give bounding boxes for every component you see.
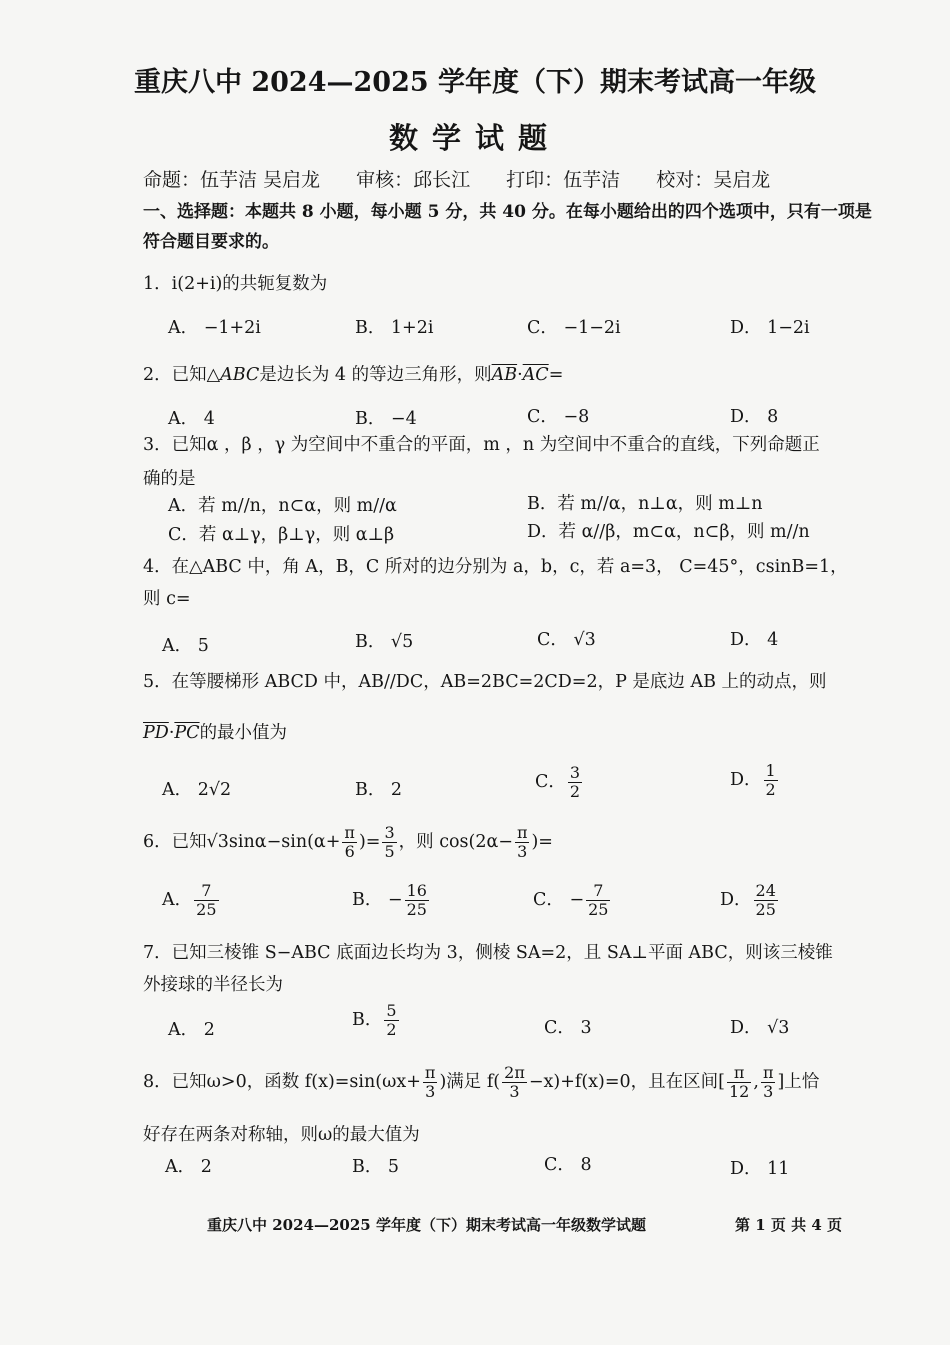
denominator: 12 bbox=[729, 1082, 750, 1101]
dot-operator: · bbox=[168, 723, 175, 743]
q4-option-a: A． 5 bbox=[162, 636, 209, 656]
numerator: π bbox=[344, 823, 355, 842]
question-6 bbox=[143, 824, 553, 861]
q7-option-a: A． 2 bbox=[168, 1020, 215, 1040]
q3-option-b: B．若 m//α，n⊥α，则 m⊥n bbox=[527, 494, 763, 514]
q3-option-d: D．若 α//β，m⊂α，n⊂β，则 m//n bbox=[527, 522, 810, 542]
question-8-line-1 bbox=[143, 1064, 819, 1101]
question-7-line-1: 7．已知三棱锥 S−ABC 底面边长均为 3，侧棱 SA=2，且 SA⊥平面 ABC，则该三棱锥 bbox=[143, 943, 833, 963]
question-expr: i(2+i) bbox=[171, 274, 223, 294]
fraction bbox=[764, 762, 778, 799]
q8-option-c: C． 8 bbox=[544, 1155, 592, 1175]
fraction bbox=[194, 882, 218, 919]
fraction bbox=[382, 824, 396, 861]
q4-option-c: C． √3 bbox=[537, 630, 596, 650]
option-label: C． bbox=[535, 772, 566, 792]
page-number: 第 1 页 共 4 页 bbox=[735, 1216, 842, 1234]
question-2 bbox=[143, 361, 563, 386]
q8-option-a: A． 2 bbox=[165, 1157, 212, 1177]
question-text: 已知ω>0，函数 f(x)=sin(ωx+ bbox=[171, 1072, 421, 1092]
question-text: 已知△ bbox=[171, 365, 221, 385]
question-8-line-2: 好存在两条对称轴，则ω的最大值为 bbox=[143, 1125, 420, 1145]
fraction bbox=[754, 882, 778, 919]
section-heading: 一、选择题：本题共 8 小题，每小题 5 分，共 40 分。在每小题给出的四个选项中，只有一项是符合题目要求的。 bbox=[143, 202, 872, 252]
question-text: ]上恰 bbox=[777, 1072, 820, 1092]
numerator: 1 bbox=[765, 761, 776, 780]
fraction bbox=[727, 1064, 751, 1101]
q5-option-c bbox=[535, 764, 584, 801]
fraction bbox=[384, 1002, 398, 1039]
credit-reviewer: 审核：邱长江 bbox=[356, 169, 471, 191]
numerator: π bbox=[516, 823, 528, 842]
q8-option-d: D． 11 bbox=[730, 1159, 790, 1179]
vector-pc: $\overline{PC}$ bbox=[174, 723, 200, 743]
q1-option-c: C． −1−2i bbox=[527, 318, 621, 338]
q2-option-d: D． 8 bbox=[730, 407, 779, 427]
denominator: 5 bbox=[384, 842, 395, 861]
comma: , bbox=[753, 1072, 759, 1092]
question-number: 8． bbox=[143, 1072, 172, 1092]
numerator: π bbox=[424, 1063, 436, 1082]
q2-option-c: C． −8 bbox=[527, 407, 590, 427]
numerator: π bbox=[727, 1064, 751, 1083]
denominator: 3 bbox=[509, 1082, 520, 1101]
exam-title: 重庆八中 2024—2025 学年度（下）期末考试高一年级 bbox=[133, 67, 817, 98]
question-4-line-1: 4．在△ABC 中，角 A，B，C 所对的边分别为 a，b，c，若 a=3， C=45°，csinB=1， bbox=[143, 557, 848, 577]
q3-option-a: A．若 m//n，n⊂α，则 m//α bbox=[168, 496, 397, 516]
denominator: 3 bbox=[517, 842, 528, 861]
numerator: 3 bbox=[569, 763, 581, 782]
q5-option-d bbox=[730, 762, 780, 799]
dot-operator: · bbox=[517, 365, 523, 385]
q6-option-a bbox=[162, 882, 221, 919]
numerator: 7 bbox=[586, 882, 610, 901]
equals-sign: = bbox=[548, 365, 564, 385]
question-number: 1． bbox=[143, 274, 172, 294]
triangle-label: ABC bbox=[220, 365, 260, 385]
exam-subtitle: 数学试题 bbox=[388, 121, 561, 155]
option-label: D． bbox=[730, 770, 762, 790]
fraction bbox=[761, 1064, 776, 1101]
q7-option-c: C． 3 bbox=[544, 1018, 592, 1038]
question-3-line-2: 确的是 bbox=[143, 469, 196, 489]
q6-option-b bbox=[352, 882, 431, 919]
vector-ab: $\overline{AB}$ bbox=[491, 365, 518, 385]
q5-option-b: B． 2 bbox=[355, 780, 403, 800]
q5-option-a: A． 2√2 bbox=[162, 780, 232, 800]
q6-option-d bbox=[720, 882, 780, 919]
numerator: 2π bbox=[504, 1063, 525, 1082]
q7-option-b bbox=[352, 1002, 401, 1039]
denominator: 2 bbox=[765, 780, 776, 799]
credit-author: 命题：伍芋洁 吴启龙 bbox=[143, 169, 321, 191]
q7-option-d: D． √3 bbox=[730, 1018, 790, 1038]
question-4-line-2: 则 c= bbox=[143, 589, 191, 609]
question-text: )满足 f( bbox=[439, 1072, 501, 1092]
fraction bbox=[515, 824, 530, 861]
question-number: 6． bbox=[143, 832, 172, 852]
option-label: B． − bbox=[352, 890, 403, 910]
denominator: 3 bbox=[425, 1082, 436, 1101]
q2-option-b: B． −4 bbox=[355, 409, 417, 429]
fraction bbox=[502, 1064, 527, 1101]
q4-option-b: B． √5 bbox=[355, 632, 414, 652]
question-text: )= bbox=[358, 832, 381, 852]
denominator: 25 bbox=[755, 900, 776, 919]
option-label: B． bbox=[352, 1010, 383, 1030]
q6-option-c bbox=[533, 882, 612, 919]
vector-pd: $\overline{PD}$ bbox=[143, 723, 169, 743]
option-label: A． bbox=[162, 890, 193, 910]
option-label: D． bbox=[720, 890, 752, 910]
q2-option-a: A． 4 bbox=[168, 409, 215, 429]
question-3-line-1: 3．已知α ，β ，γ 为空间中不重合的平面，m ，n 为空间中不重合的直线，下列命题正 bbox=[143, 435, 820, 455]
denominator: 2 bbox=[386, 1020, 397, 1039]
denominator: 3 bbox=[763, 1082, 774, 1101]
credit-proofreader: 校对：吴启龙 bbox=[656, 169, 771, 191]
numerator: 16 bbox=[406, 881, 427, 900]
denominator: 2 bbox=[569, 782, 581, 801]
denominator: 25 bbox=[588, 900, 609, 919]
question-text: −x)+f(x)=0，且在区间[ bbox=[528, 1072, 725, 1092]
numerator: 24 bbox=[755, 881, 776, 900]
fraction bbox=[405, 882, 429, 919]
question-5-line-1: 5．在等腰梯形 ABCD 中，AB//DC，AB=2BC=2CD=2，P 是底边 AB 上的动点，则 bbox=[143, 672, 827, 692]
numerator: 3 bbox=[384, 823, 395, 842]
question-number: 2． bbox=[143, 365, 172, 385]
q1-option-b: B． 1+2i bbox=[355, 318, 434, 338]
fraction bbox=[423, 1064, 438, 1101]
credits-line bbox=[143, 165, 800, 192]
numerator: 7 bbox=[194, 882, 218, 901]
question-7-line-2: 外接球的半径长为 bbox=[143, 975, 283, 995]
question-text: 已知√3sinα−sin(α+ bbox=[171, 832, 341, 852]
denominator: 6 bbox=[344, 842, 355, 861]
page-footer: 重庆八中 2024—2025 学年度（下）期末考试高一年级数学试题 bbox=[207, 1216, 646, 1234]
q1-option-a: A． −1+2i bbox=[168, 318, 261, 338]
fraction bbox=[568, 764, 582, 801]
credit-printer: 打印：伍芋洁 bbox=[506, 169, 621, 191]
q1-option-d: D． 1−2i bbox=[730, 318, 810, 338]
question-text: 的共轭复数为 bbox=[222, 274, 328, 294]
question-text: )= bbox=[531, 832, 553, 852]
denominator: 25 bbox=[406, 900, 427, 919]
fraction bbox=[342, 824, 357, 861]
q3-option-c: C．若 α⊥γ，β⊥γ，则 α⊥β bbox=[168, 525, 395, 545]
vector-ac: $\overline{AC}$ bbox=[522, 365, 549, 385]
numerator: π bbox=[762, 1063, 774, 1082]
q8-option-b: B． 5 bbox=[352, 1157, 400, 1177]
q4-option-d: D． 4 bbox=[730, 630, 779, 650]
numerator: 5 bbox=[386, 1001, 397, 1020]
option-label: C． − bbox=[533, 890, 585, 910]
question-text: 是边长为 4 的等边三角形，则 bbox=[259, 365, 492, 385]
question-5-line-2 bbox=[143, 719, 287, 744]
denominator: 25 bbox=[196, 900, 217, 919]
question-text: ，则 cos(2α− bbox=[398, 832, 513, 852]
question-1 bbox=[143, 270, 327, 295]
fraction bbox=[586, 882, 610, 919]
question-text: 的最小值为 bbox=[199, 723, 288, 743]
